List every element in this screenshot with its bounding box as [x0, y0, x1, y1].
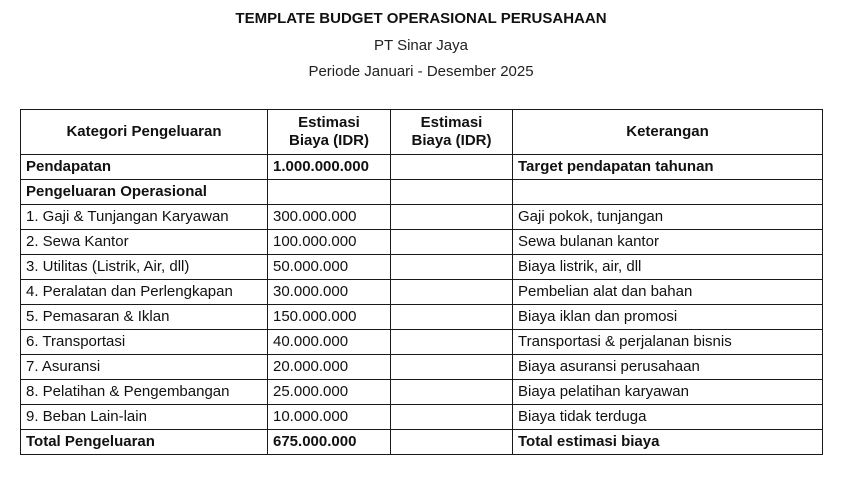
cell-category: Total Pengeluaran [21, 430, 268, 455]
table-row [21, 430, 823, 455]
cell-category: 2. Sewa Kantor [21, 230, 268, 255]
cell-estimate-2 [391, 430, 513, 455]
cell-category: Pendapatan [21, 155, 268, 180]
cell-estimate-2 [391, 405, 513, 430]
cell-estimate: 100.000.000 [268, 230, 391, 255]
cell-estimate-2 [391, 230, 513, 255]
cell-estimate-2 [391, 155, 513, 180]
table-header-row [21, 110, 823, 155]
cell-estimate-2 [391, 305, 513, 330]
table-row [21, 230, 823, 255]
cell-category: 1. Gaji & Tunjangan Karyawan [21, 205, 268, 230]
table-row [21, 205, 823, 230]
header-estimate-line1: Estimasi [298, 114, 360, 131]
budget-table [20, 109, 823, 455]
cell-note: Total estimasi biaya [513, 430, 823, 455]
cell-category: 4. Peralatan dan Perlengkapan [21, 280, 268, 305]
header-estimate-2 [391, 110, 513, 155]
header-estimate-2-line2: Biaya (IDR) [411, 132, 492, 149]
cell-estimate: 10.000.000 [268, 405, 391, 430]
cell-estimate: 50.000.000 [268, 255, 391, 280]
header-note: Keterangan [513, 110, 823, 155]
cell-category: 7. Asuransi [21, 355, 268, 380]
cell-category: 8. Pelatihan & Pengembangan [21, 380, 268, 405]
header-category: Kategori Pengeluaran [21, 110, 268, 155]
cell-category: 5. Pemasaran & Iklan [21, 305, 268, 330]
cell-note: Biaya asuransi perusahaan [513, 355, 823, 380]
budget-period: Periode Januari - Desember 2025 [308, 63, 534, 80]
header-estimate [268, 110, 391, 155]
table-row [21, 355, 823, 380]
table-row [21, 405, 823, 430]
cell-note: Biaya tidak terduga [513, 405, 823, 430]
table-row [21, 155, 823, 180]
cell-note: Biaya pelatihan karyawan [513, 380, 823, 405]
table-row [21, 255, 823, 280]
cell-note: Sewa bulanan kantor [513, 230, 823, 255]
cell-note: Biaya iklan dan promosi [513, 305, 823, 330]
table-row [21, 305, 823, 330]
cell-category: 3. Utilitas (Listrik, Air, dll) [21, 255, 268, 280]
cell-note: Biaya listrik, air, dll [513, 255, 823, 280]
cell-note: Gaji pokok, tunjangan [513, 205, 823, 230]
cell-note [513, 180, 823, 205]
cell-estimate: 300.000.000 [268, 205, 391, 230]
cell-estimate-2 [391, 380, 513, 405]
cell-estimate: 25.000.000 [268, 380, 391, 405]
cell-note: Pembelian alat dan bahan [513, 280, 823, 305]
cell-estimate-2 [391, 205, 513, 230]
header-estimate-2-line1: Estimasi [420, 114, 483, 131]
table-row [21, 180, 823, 205]
cell-category: Pengeluaran Operasional [21, 180, 268, 205]
cell-category: 6. Transportasi [21, 330, 268, 355]
cell-estimate [268, 180, 391, 205]
cell-estimate: 30.000.000 [268, 280, 391, 305]
cell-note: Transportasi & perjalanan bisnis [513, 330, 823, 355]
table-row [21, 330, 823, 355]
cell-estimate-2 [391, 255, 513, 280]
table-row [21, 280, 823, 305]
cell-estimate-2 [391, 355, 513, 380]
cell-estimate-2 [391, 330, 513, 355]
cell-estimate: 675.000.000 [268, 430, 391, 455]
cell-category: 9. Beban Lain-lain [21, 405, 268, 430]
cell-estimate-2 [391, 180, 513, 205]
table-row [21, 380, 823, 405]
cell-estimate: 40.000.000 [268, 330, 391, 355]
header-estimate-line2: Biaya (IDR) [288, 132, 370, 149]
document-title: TEMPLATE BUDGET OPERASIONAL PERUSAHAAN [235, 10, 607, 27]
cell-note: Target pendapatan tahunan [513, 155, 823, 180]
cell-estimate: 1.000.000.000 [268, 155, 391, 180]
cell-estimate-2 [391, 280, 513, 305]
company-name: PT Sinar Jaya [374, 37, 468, 54]
cell-estimate: 20.000.000 [268, 355, 391, 380]
cell-estimate: 150.000.000 [268, 305, 391, 330]
